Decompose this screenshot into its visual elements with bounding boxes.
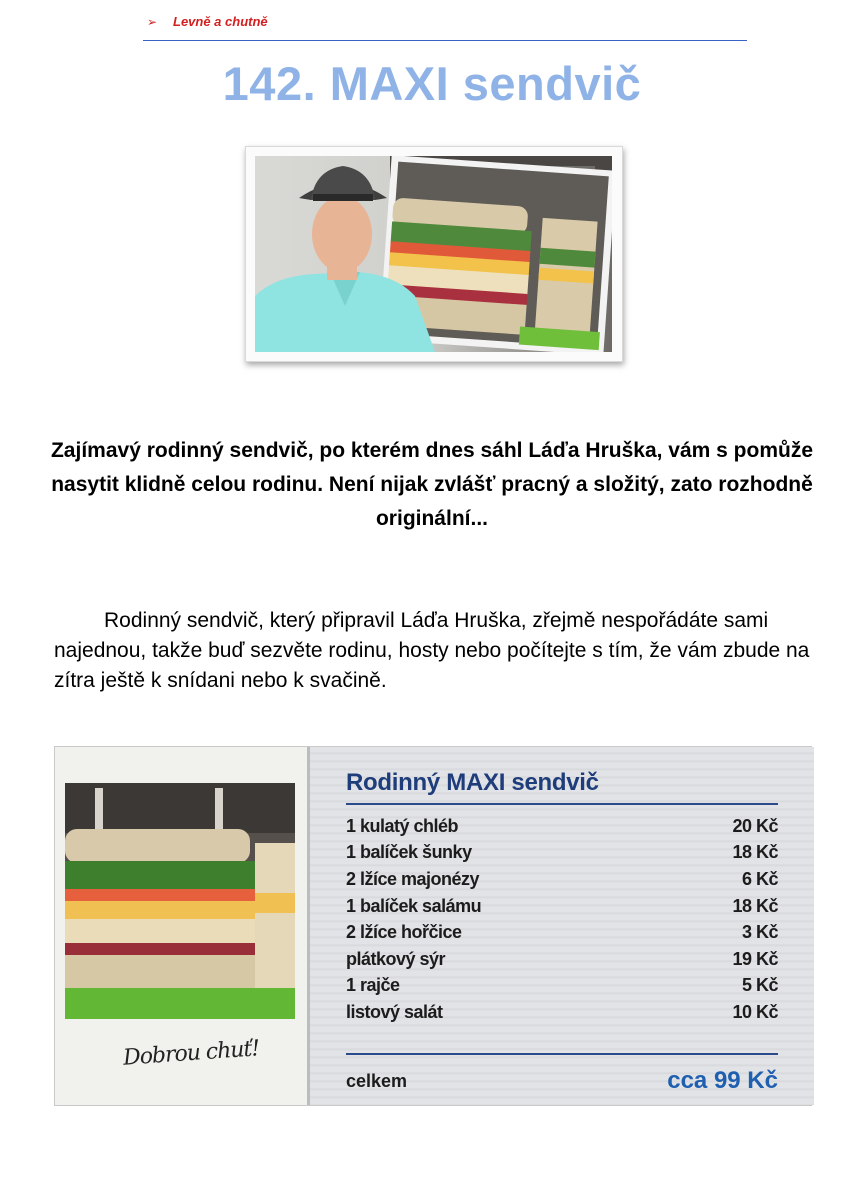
card-title: Rodinný MAXI sendvič <box>346 769 599 796</box>
ingredient-name: plátkový sýr <box>346 948 446 969</box>
ingredient-price: 10 Kč <box>732 1001 778 1022</box>
ingredient-row <box>346 813 778 840</box>
intro-paragraph: Zajímavý rodinný sendvič, po kterém dnes sáhl Láďa Hruška, vám s pomůže nasytit klidně celou rodinu. Není nijak zvlášť pracný a složitý, zato rozhodně originální... <box>50 439 814 530</box>
ingredient-name: 1 rajče <box>346 975 400 996</box>
total-label: celkem <box>346 1070 408 1091</box>
ingredient-row <box>346 866 778 893</box>
card-total-row <box>346 1067 778 1095</box>
total-value: cca 99 Kč <box>667 1067 778 1094</box>
card-total-rule <box>346 1053 778 1055</box>
ingredient-name: listový salát <box>346 1001 443 1022</box>
header-bar <box>143 10 747 41</box>
ingredient-name: 1 kulatý chléb <box>346 815 459 836</box>
body-paragraph: Rodinný sendvič, který připravil Láďa Hruška, zřejmě nespořádáte sami najednou, takže buď sezvěte rodinu, hosty nebo počítejte s tím, že vám zbude na zítra ještě k snídani nebo k svačině. <box>54 609 810 692</box>
card-title-rule <box>346 803 778 805</box>
section-label: Levně a chutně <box>173 14 268 29</box>
signature: Dobrou chuť! <box>122 1036 260 1071</box>
ingredient-name: 2 lžíce majonézy <box>346 868 480 889</box>
ingredient-name: 2 lžíce hořčice <box>346 922 462 943</box>
ingredient-row <box>346 999 778 1026</box>
page-title: 142. MAXI sendvič <box>222 57 642 110</box>
ingredient-price: 20 Kč <box>732 815 778 836</box>
ingredient-price: 6 Kč <box>741 868 778 889</box>
sandwich-photo <box>65 783 295 1019</box>
card-photo-panel <box>55 747 307 1105</box>
ingredient-price: 19 Kč <box>732 948 778 969</box>
ingredient-row <box>346 973 778 1000</box>
recipe-card <box>54 746 812 1106</box>
arrow-bullet-icon: ➢ <box>147 15 158 29</box>
ingredient-price: 3 Kč <box>741 922 778 943</box>
ingredient-list <box>346 813 778 1026</box>
ingredient-row <box>346 893 778 920</box>
ingredient-price: 5 Kč <box>741 975 778 996</box>
chef-photo <box>245 146 623 362</box>
ingredient-name: 1 balíček salámu <box>346 895 482 916</box>
ingredient-price: 18 Kč <box>732 842 778 863</box>
ingredient-price: 18 Kč <box>732 895 778 916</box>
ingredient-row <box>346 840 778 867</box>
ingredient-row <box>346 946 778 973</box>
card-ingredients-panel <box>307 747 814 1105</box>
ingredient-name: 1 balíček šunky <box>346 842 472 863</box>
ingredient-row <box>346 919 778 946</box>
